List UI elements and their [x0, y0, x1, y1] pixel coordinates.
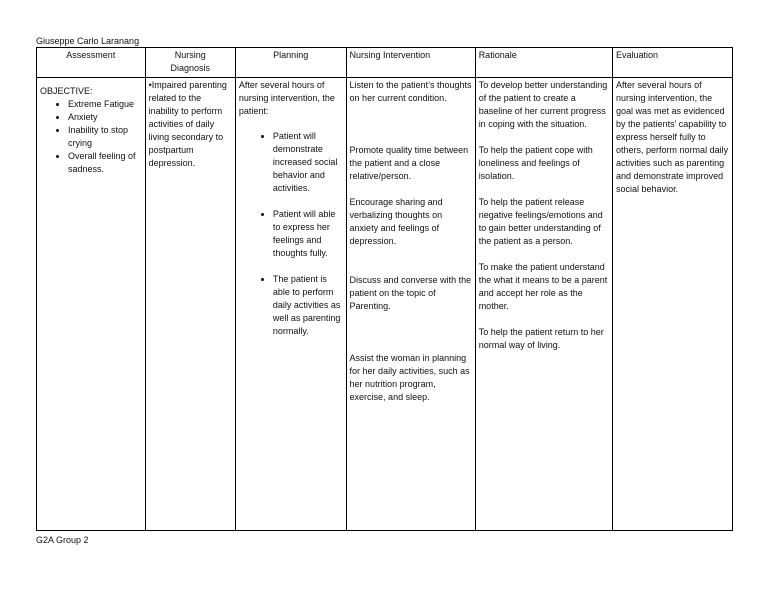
table-header-row: [37, 48, 733, 78]
rationale-item: To help the patient cope with loneliness and feelings of isolation.: [478, 145, 593, 181]
rationale-item: To develop better understanding of the patient to create a baseline of her current progress in coping with the situation.: [478, 80, 608, 129]
nursing-care-plan-table: [36, 47, 733, 531]
intervention-item: Discuss and converse with the patient on the topic of Parenting.: [349, 275, 472, 311]
header-evaluation: Evaluation: [613, 48, 733, 78]
assessment-cell: [37, 78, 146, 531]
table-body-row: [37, 78, 733, 531]
planning-cell: [235, 78, 346, 531]
intervention-item: Assist the woman in planning for her daily activities, such as her nutrition program, exercise, and sleep.: [349, 353, 470, 402]
intervention-item: Encourage sharing and verbalizing thoughts on anxiety and feelings of depression.: [349, 197, 443, 246]
assessment-item: • Inability to stop crying: [68, 124, 142, 150]
evaluation-cell: [613, 78, 733, 531]
header-nursing-intervention: Nursing Intervention: [346, 48, 475, 78]
planning-list: [239, 130, 343, 338]
rationale-cell: [475, 78, 612, 531]
intervention-item: Promote quality time between the patient and a close relative/person.: [349, 145, 469, 181]
evaluation-text: After several hours of nursing intervention, the goal was met as evidenced by the patients’ capability to express herself fully to others, perform normal daily activities such as parenting and demonstrate improved social behavior.: [616, 80, 729, 194]
assessment-item: • Overall feeling of sadness.: [68, 150, 142, 176]
footer-group-label: G2A Group 2: [36, 535, 89, 545]
planning-item: • The patient is able to perform daily activities as well as parenting normally.: [273, 273, 343, 338]
header-nursing-diagnosis: [145, 48, 235, 78]
rationale-item: To make the patient understand the what it means to be a parent and accept her role as the mother.: [478, 262, 608, 311]
header-diagnosis-line1: Nursing: [174, 50, 206, 60]
objective-label: OBJECTIVE:: [40, 86, 93, 96]
planning-item: • Patient will able to express her feelings and thoughts fully.: [273, 208, 343, 260]
planning-item: • Patient will demonstrate increased social behavior and activities.: [273, 130, 343, 195]
rationale-item: To help the patient release negative feelings/emotions and to gain better understanding of the patient as a person.: [478, 197, 603, 246]
diagnosis-text: •Impaired parenting related to the inability to perform activities of daily living secondary to postpartum depression.: [148, 80, 227, 168]
header-rationale: Rationale: [475, 48, 612, 78]
planning-intro: After several hours of nursing intervention, the patient:: [238, 80, 335, 116]
intervention-cell: [346, 78, 475, 531]
header-planning: Planning: [235, 48, 346, 78]
intervention-item: Listen to the patient’s thoughts on her current condition.: [349, 80, 472, 103]
assessment-item: • Extreme Fatigue: [68, 98, 142, 111]
assessment-list: [40, 98, 142, 176]
header-diagnosis-line2: Diagnosis: [170, 63, 210, 73]
assessment-item: • Anxiety: [68, 111, 142, 124]
header-assessment: Assessment: [37, 48, 146, 78]
diagnosis-cell: [145, 78, 235, 531]
rationale-item: To help the patient return to her normal way of living.: [478, 327, 604, 350]
author-name: Giuseppe Carlo Laranang: [36, 36, 140, 46]
